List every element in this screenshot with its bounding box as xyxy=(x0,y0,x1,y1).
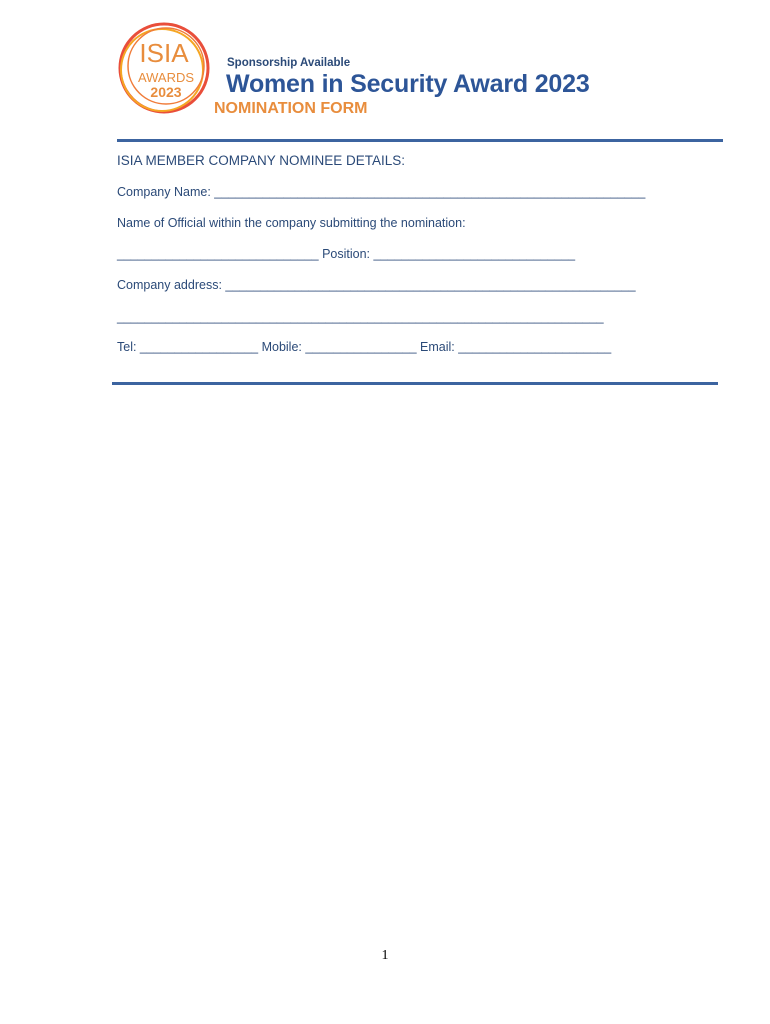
logo-text-year: 2023 xyxy=(150,84,182,100)
top-divider xyxy=(117,139,723,142)
page-number: 1 xyxy=(381,948,389,963)
logo-graphic xyxy=(112,20,216,116)
logo-text-isia: ISIA xyxy=(139,38,189,68)
bottom-divider xyxy=(112,382,718,385)
page-title: Women in Security Award 2023 xyxy=(226,70,590,98)
company-name-field[interactable]: Company Name: ______________________________________________________________ xyxy=(117,185,646,199)
sponsorship-note: Sponsorship Available xyxy=(227,57,351,69)
company-address-continued-field[interactable]: ______________________________________________________________________ xyxy=(117,310,604,324)
company-address-field[interactable]: Company address: ___________________________________________________________ xyxy=(117,278,636,292)
form-subtitle: NOMINATION FORM xyxy=(214,100,368,117)
section-heading: ISIA MEMBER COMPANY NOMINEE DETAILS: xyxy=(117,153,406,168)
contact-details-field[interactable]: Tel: _________________ Mobile: ________________ Email: ______________________ xyxy=(117,340,612,354)
official-position-field[interactable]: _____________________________ Position: _____________________________ xyxy=(117,247,576,261)
isia-awards-logo xyxy=(112,20,216,116)
logo-text-awards: AWARDS xyxy=(137,70,195,85)
official-name-label: Name of Official within the company submitting the nomination: xyxy=(117,216,466,230)
